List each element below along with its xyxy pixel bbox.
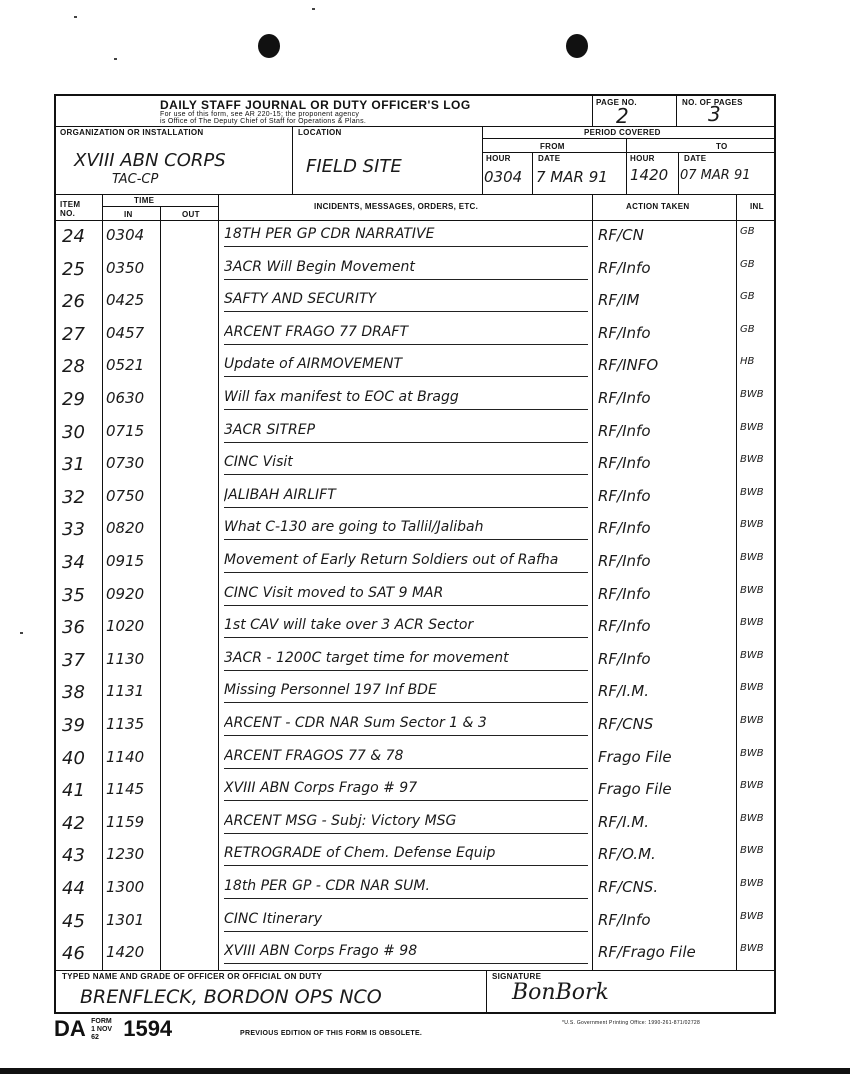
entry-action: RF/I.M. <box>598 682 650 701</box>
entry-initials: BWB <box>740 552 764 563</box>
entry-action: RF/O.M. <box>598 845 656 864</box>
entry-incident: Will fax manifest to EOC at Bragg <box>224 389 459 405</box>
form-id-da: DA <box>54 1016 85 1041</box>
entry-incident: ARCENT - CDR NAR Sum Sector 1 & 3 <box>224 715 487 731</box>
entry-time-in: 1301 <box>106 910 145 929</box>
entry-time-in: 0521 <box>106 356 145 375</box>
entry-action: RF/IM <box>598 291 640 310</box>
no-of-pages-label: NO. OF PAGES <box>682 98 743 107</box>
org-value: XVIII ABN CORPS <box>74 150 226 171</box>
from-date-value: 7 MAR 91 <box>536 168 608 186</box>
entry-initials: GB <box>740 323 755 335</box>
entry-initials: BWB <box>740 780 764 792</box>
entry-time-in: 1020 <box>106 617 145 636</box>
entry-action: RF/I.M. <box>598 812 650 831</box>
entry-incident: Missing Personnel 197 Inf BDE <box>224 682 437 699</box>
entry-incident: 3ACR SITREP <box>224 421 316 438</box>
entry-item-no: 25 <box>62 258 85 280</box>
location-label: LOCATION <box>298 128 342 137</box>
to-hour-label: HOUR <box>630 154 655 163</box>
entry-action: Frago File <box>598 747 672 766</box>
entry-initials: GB <box>740 291 755 303</box>
to-hour-value: 1420 <box>630 166 669 184</box>
entry-incident: ARCENT FRAGO 77 DRAFT <box>224 323 409 340</box>
entry-time-in: 0457 <box>106 323 145 342</box>
org-label: ORGANIZATION OR INSTALLATION <box>60 128 204 137</box>
entry-initials: HB <box>740 356 755 368</box>
from-hour-value: 0304 <box>484 168 523 186</box>
entry-incident: 3ACR - 1200C target time for movement <box>224 649 509 666</box>
scan-border <box>0 1068 850 1074</box>
entry-time-in: 0750 <box>106 486 145 505</box>
inl-label: INL <box>750 202 764 211</box>
entry-time-in: 0915 <box>106 552 145 570</box>
entry-initials: BWB <box>740 389 764 400</box>
entry-underline <box>224 670 588 671</box>
entry-underline <box>224 376 588 377</box>
entry-initials: BWB <box>740 747 764 759</box>
to-date-value: 07 MAR 91 <box>680 168 751 183</box>
entry-time-in: 1230 <box>106 845 145 864</box>
from-date-label: DATE <box>538 154 561 163</box>
entry-underline <box>224 865 588 866</box>
entry-initials: BWB <box>740 715 764 726</box>
entry-incident: 18TH PER GP CDR NARRATIVE <box>224 226 435 242</box>
entry-action: RF/Info <box>598 486 651 505</box>
entry-initials: BWB <box>740 486 764 498</box>
entry-item-no: 30 <box>62 421 85 443</box>
page-no-value: 2 <box>616 104 629 128</box>
entry-time-in: 0350 <box>106 258 145 277</box>
entry-item-no: 46 <box>62 943 85 965</box>
entry-time-in: 1420 <box>106 943 145 962</box>
entry-time-in: 0820 <box>106 519 145 538</box>
incidents-label: INCIDENTS, MESSAGES, ORDERS, ETC. <box>314 202 479 211</box>
entry-underline <box>224 898 588 899</box>
entry-underline <box>224 311 588 312</box>
entry-action: Frago File <box>598 780 672 799</box>
entry-initials: GB <box>740 226 755 237</box>
entry-underline <box>224 409 588 410</box>
no-of-pages-value: 3 <box>708 102 721 126</box>
entry-item-no: 33 <box>62 519 85 541</box>
form-subtitle-2: is Office of The Deputy Chief of Staff for Operations & Plans. <box>160 118 367 125</box>
entry-initials: BWB <box>740 682 764 694</box>
scan-speck <box>74 16 77 18</box>
entry-item-no: 26 <box>62 291 85 313</box>
entry-incident: Movement of Early Return Soldiers out of Rafha <box>224 552 559 568</box>
period-covered-label: PERIOD COVERED <box>584 128 661 137</box>
entry-underline <box>224 963 588 964</box>
location-value: FIELD SITE <box>306 156 402 177</box>
form-title: DAILY STAFF JOURNAL OR DUTY OFFICER'S LOG <box>160 98 471 112</box>
entry-incident: ARCENT FRAGOS 77 & 78 <box>224 747 404 764</box>
form-subtitle-1: For use of this form, see AR 220-15; the proponent agency <box>160 111 360 118</box>
entry-underline <box>224 474 588 475</box>
entry-action: RF/Info <box>598 421 651 440</box>
entry-underline <box>224 931 588 932</box>
entry-action: RF/Info <box>598 910 651 929</box>
entry-item-no: 28 <box>62 356 85 378</box>
entry-time-in: 1140 <box>106 747 145 766</box>
time-in-label: IN <box>124 210 133 219</box>
entry-underline <box>224 246 588 247</box>
entry-underline <box>224 800 588 801</box>
entry-time-in: 1300 <box>106 878 145 896</box>
entry-item-no: 24 <box>62 226 85 247</box>
duty-log-form <box>54 94 776 1014</box>
entry-initials: BWB <box>740 845 764 857</box>
entry-underline <box>224 442 588 443</box>
entry-action: RF/Info <box>598 258 651 277</box>
entry-time-in: 0630 <box>106 389 145 407</box>
punch-hole-left <box>258 34 280 58</box>
entry-underline <box>224 279 588 280</box>
item-no-label: ITEM NO. <box>60 200 81 218</box>
entry-initials: BWB <box>740 617 764 629</box>
entry-action: RF/INFO <box>598 356 659 375</box>
entry-incident: 1st CAV will take over 3 ACR Sector <box>224 617 474 634</box>
entry-action: RF/CNS. <box>598 878 659 896</box>
scan-speck <box>20 632 23 634</box>
entry-initials: BWB <box>740 454 764 466</box>
entry-time-in: 1131 <box>106 682 145 701</box>
form-id-small: FORM 1 NOV 62 <box>91 1018 113 1042</box>
entry-item-no: 36 <box>62 617 85 639</box>
printing-office-note: *U.S. Government Printing Office: 1990-261-871/02728 <box>562 1020 701 1026</box>
entry-incident: CINC Itinerary <box>224 910 322 927</box>
entry-item-no: 42 <box>62 812 85 834</box>
entry-action: RF/Info <box>598 389 651 407</box>
entry-action: RF/CNS <box>598 715 654 733</box>
entry-item-no: 44 <box>62 878 85 899</box>
entry-incident: 3ACR Will Begin Movement <box>224 258 415 275</box>
from-hour-label: HOUR <box>486 154 511 163</box>
entry-time-in: 1130 <box>106 649 145 668</box>
form-id <box>54 1016 172 1042</box>
to-date-label: DATE <box>684 154 707 163</box>
entry-underline <box>224 507 588 508</box>
entry-time-in: 0920 <box>106 584 145 603</box>
signature-label: SIGNATURE <box>492 972 542 981</box>
entry-underline <box>224 637 588 638</box>
entry-action: RF/Info <box>598 454 651 473</box>
entry-initials: BWB <box>740 649 764 661</box>
entry-time-in: 0425 <box>106 291 145 310</box>
entry-initials: BWB <box>740 584 764 596</box>
entry-time-in: 1135 <box>106 715 145 733</box>
entry-initials: BWB <box>740 878 764 889</box>
entry-underline <box>224 572 588 573</box>
scan-speck <box>312 8 315 10</box>
time-label: TIME <box>134 196 155 205</box>
entry-time-in: 0730 <box>106 454 145 473</box>
entry-action: RF/Info <box>598 519 651 538</box>
entry-item-no: 27 <box>62 323 85 345</box>
entry-underline <box>224 768 588 769</box>
entry-underline <box>224 539 588 540</box>
previous-edition-note: PREVIOUS EDITION OF THIS FORM IS OBSOLETE. <box>240 1030 423 1037</box>
entry-incident: ARCENT MSG - Subj: Victory MSG <box>224 812 457 829</box>
entry-item-no: 43 <box>62 845 85 867</box>
entry-action: RF/Info <box>598 323 651 342</box>
signature-value: BonBork <box>512 980 609 1005</box>
entry-initials: BWB <box>740 943 764 955</box>
entry-item-no: 32 <box>62 486 85 508</box>
entry-item-no: 37 <box>62 649 85 671</box>
entry-incident: SAFTY AND SECURITY <box>224 291 377 308</box>
entry-action: RF/CN <box>598 226 644 244</box>
to-label: TO <box>716 142 728 151</box>
action-taken-label: ACTION TAKEN <box>626 202 690 211</box>
scan-speck <box>114 58 117 60</box>
form-id-number: 1594 <box>123 1016 173 1041</box>
from-label: FROM <box>540 142 565 151</box>
entry-time-in: 0304 <box>106 226 145 244</box>
entry-incident: RETROGRADE of Chem. Defense Equip <box>224 845 496 862</box>
entry-initials: GB <box>740 258 755 270</box>
entry-incident: CINC Visit <box>224 454 293 471</box>
entry-initials: BWB <box>740 812 764 824</box>
entry-underline <box>224 702 588 703</box>
punch-hole-right <box>566 34 588 58</box>
time-out-label: OUT <box>182 210 200 219</box>
entry-item-no: 45 <box>62 910 85 932</box>
entry-initials: BWB <box>740 421 764 433</box>
typed-name-value: BRENFLECK, BORDON OPS NCO <box>80 986 382 1008</box>
entry-item-no: 34 <box>62 552 85 573</box>
entry-time-in: 1145 <box>106 780 145 799</box>
entry-incident: JALIBAH AIRLIFT <box>224 486 336 503</box>
entry-incident: What C-130 are going to Tallil/Jalibah <box>224 519 484 536</box>
entry-incident: Update of AIRMOVEMENT <box>224 356 403 373</box>
entry-item-no: 40 <box>62 747 85 769</box>
entry-underline <box>224 605 588 606</box>
entry-item-no: 31 <box>62 454 85 476</box>
entry-time-in: 1159 <box>106 812 145 831</box>
entry-incident: XVIII ABN Corps Frago # 97 <box>224 780 418 797</box>
entry-action: RF/Info <box>598 617 651 636</box>
entry-initials: BWB <box>740 910 764 922</box>
entry-item-no: 38 <box>62 682 85 704</box>
entry-action: RF/Info <box>598 649 651 668</box>
entry-underline <box>224 735 588 736</box>
entry-action: RF/Frago File <box>598 943 696 962</box>
entry-item-no: 39 <box>62 715 85 736</box>
entry-time-in: 0715 <box>106 421 145 440</box>
entry-item-no: 35 <box>62 584 85 606</box>
entry-incident: CINC Visit moved to SAT 9 MAR <box>224 584 444 601</box>
entry-action: RF/Info <box>598 552 651 570</box>
org-value-2: TAC-CP <box>112 172 159 187</box>
typed-name-label: TYPED NAME AND GRADE OF OFFICER OR OFFICIAL ON DUTY <box>62 972 323 981</box>
entry-item-no: 41 <box>62 780 85 802</box>
entry-item-no: 29 <box>62 389 85 410</box>
entry-incident: 18th PER GP - CDR NAR SUM. <box>224 878 430 894</box>
entry-incident: XVIII ABN Corps Frago # 98 <box>224 943 418 960</box>
entry-action: RF/Info <box>598 584 651 603</box>
entry-initials: BWB <box>740 519 764 531</box>
entry-underline <box>224 344 588 345</box>
entry-underline <box>224 833 588 834</box>
page-no-label: PAGE NO. <box>596 98 637 107</box>
